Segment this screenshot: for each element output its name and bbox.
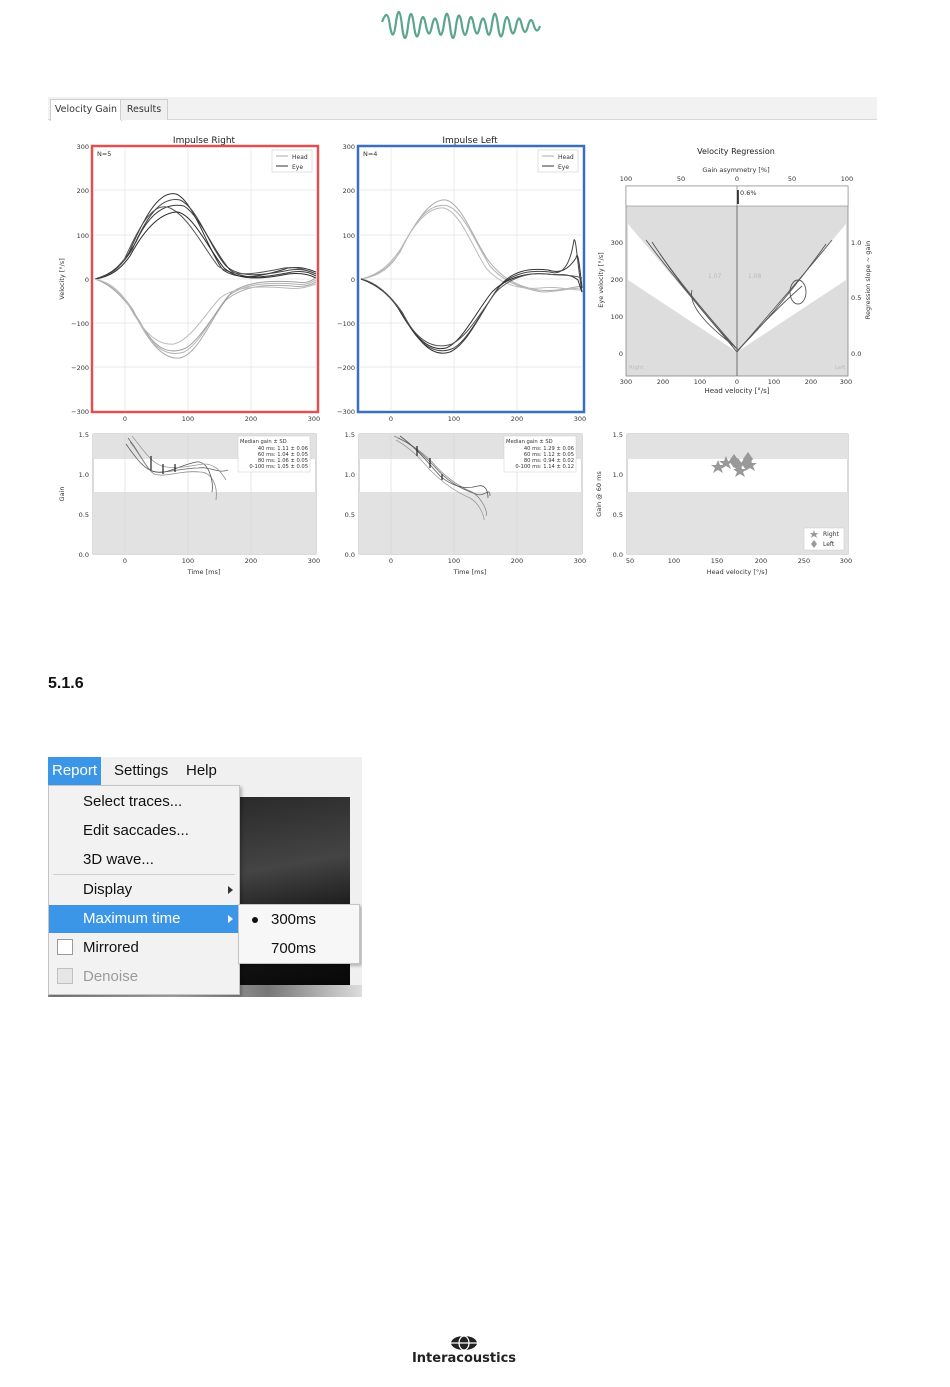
denoise-checkbox [57, 968, 73, 984]
velocity-regression-plot [597, 147, 872, 395]
svg-text:300: 300 [619, 378, 633, 386]
svg-text:100: 100 [610, 313, 623, 321]
menu-item-3d-wave[interactable]: 3D wave... [83, 851, 154, 868]
submenu-item-300ms[interactable]: 300ms [239, 905, 359, 934]
svg-text:100: 100 [840, 175, 854, 183]
svg-text:100: 100 [693, 378, 707, 386]
impulse-right-title: Impulse Right [172, 136, 236, 146]
svg-text:200: 200 [510, 557, 524, 565]
svg-text:0.5: 0.5 [851, 294, 862, 302]
impulse-left-title: Impulse Left [442, 136, 498, 146]
svg-text:250: 250 [797, 557, 811, 565]
svg-text:0.0: 0.0 [344, 551, 355, 559]
svg-text:200: 200 [656, 378, 670, 386]
svg-text:100: 100 [76, 232, 89, 240]
svg-text:50: 50 [787, 175, 797, 183]
svg-text:0: 0 [618, 350, 623, 358]
svg-text:0.5: 0.5 [612, 511, 623, 519]
maximum-time-submenu [238, 904, 360, 964]
menu-help[interactable]: Help [186, 762, 217, 779]
svg-text:0: 0 [388, 557, 394, 565]
svg-text:80 ms: 0.94 ± 0.02: 80 ms: 0.94 ± 0.02 [523, 458, 574, 464]
svg-text:Head velocity [°/s]: Head velocity [°/s] [704, 387, 770, 395]
svg-text:200: 200 [510, 415, 524, 423]
svg-text:100: 100 [181, 415, 195, 423]
svg-text:1.07: 1.07 [708, 273, 722, 280]
impulse-right-legend [272, 150, 312, 172]
svg-text:1.0: 1.0 [344, 471, 355, 479]
svg-text:Time [ms]: Time [ms] [453, 568, 487, 576]
menu-item-maximum-time[interactable]: Maximum time [49, 905, 239, 933]
globe-logo-icon [450, 1335, 478, 1351]
svg-text:0.0: 0.0 [612, 551, 623, 559]
svg-text:0: 0 [122, 415, 128, 423]
mirrored-checkbox[interactable] [57, 939, 73, 955]
svg-text:Median gain ± SD: Median gain ± SD [240, 439, 287, 445]
svg-text:60 ms: 1.12 ± 0.05: 60 ms: 1.12 ± 0.05 [523, 452, 574, 458]
svg-text:200: 200 [76, 187, 89, 195]
svg-text:0.0: 0.0 [851, 350, 862, 358]
svg-text:0: 0 [734, 175, 740, 183]
svg-text:300: 300 [839, 378, 853, 386]
svg-text:50: 50 [676, 175, 686, 183]
svg-text:Eye velocity [°/s]: Eye velocity [°/s] [597, 252, 605, 308]
svg-text:0: 0 [734, 378, 740, 386]
impulse-left-plot [337, 136, 586, 423]
impulse-right-plot [58, 136, 320, 423]
svg-text:0: 0 [388, 415, 394, 423]
svg-text:300: 300 [76, 143, 89, 151]
svg-text:200: 200 [804, 378, 818, 386]
tab-results[interactable]: Results [120, 99, 168, 120]
svg-text:200: 200 [244, 557, 258, 565]
gain-60ms-legend [804, 528, 844, 550]
svg-text:Right: Right [629, 365, 644, 371]
svg-text:Gain: Gain [58, 486, 66, 502]
svg-text:300: 300 [307, 415, 321, 423]
tab-velocity-gain[interactable]: Velocity Gain [50, 99, 122, 121]
svg-text:40 ms: 1.11 ± 0.06: 40 ms: 1.11 ± 0.06 [257, 446, 308, 452]
report-dropdown [48, 785, 240, 995]
submenu-arrow-icon [228, 886, 233, 894]
tab-bar [48, 97, 877, 120]
menu-settings[interactable]: Settings [114, 762, 169, 779]
svg-text:1.0: 1.0 [851, 239, 862, 247]
svg-text:100: 100 [447, 557, 461, 565]
section-number: 5.1.6 [48, 675, 84, 692]
gain-asymmetry-value: 0.6% [740, 189, 757, 197]
submenu-item-700ms[interactable]: 700ms [271, 940, 317, 957]
menu-bar [48, 757, 362, 785]
svg-text:0: 0 [350, 276, 355, 284]
legend-head: Head [292, 154, 308, 161]
svg-text:Gain asymmetry [%]: Gain asymmetry [%] [702, 166, 770, 174]
submenu-arrow-icon [228, 915, 233, 923]
menu-item-mirrored[interactable]: Mirrored [49, 934, 239, 962]
svg-text:200: 200 [244, 415, 258, 423]
svg-text:Right: Right [823, 531, 839, 538]
svg-text:300: 300 [307, 557, 321, 565]
svg-text:Regression slope ~ gain: Regression slope ~ gain [864, 240, 872, 320]
footer-logo [398, 1335, 530, 1371]
impulse-left-n-label: N=4 [363, 150, 378, 158]
svg-text:−300: −300 [71, 408, 89, 416]
svg-text:60 ms: 1.04 ± 0.05: 60 ms: 1.04 ± 0.05 [257, 452, 308, 458]
svg-text:−200: −200 [71, 364, 89, 372]
svg-text:150: 150 [710, 557, 724, 565]
gain-left-stats [504, 436, 576, 472]
svg-text:0.5: 0.5 [78, 511, 89, 519]
legend-eye: Eye [292, 164, 304, 171]
menu-separator [53, 874, 235, 875]
impulse-left-legend [538, 150, 578, 172]
gain-right-plot [58, 431, 320, 576]
svg-text:Left: Left [835, 365, 846, 371]
svg-text:Time [ms]: Time [ms] [187, 568, 221, 576]
svg-text:0.5: 0.5 [344, 511, 355, 519]
svg-text:0: 0 [122, 557, 128, 565]
svg-text:300: 300 [573, 557, 587, 565]
svg-text:1.5: 1.5 [78, 431, 89, 439]
svg-text:300: 300 [610, 239, 623, 247]
menu-report[interactable]: Report [48, 757, 101, 785]
svg-text:1.08: 1.08 [748, 273, 762, 280]
svg-text:−100: −100 [71, 320, 89, 328]
svg-text:1.5: 1.5 [612, 431, 623, 439]
impulse-right-n-label: N=5 [97, 150, 112, 158]
svg-text:−300: −300 [337, 408, 355, 416]
gain-60ms-plot [595, 431, 852, 576]
camera-image [238, 797, 350, 997]
footer-brand: Interacoustics [411, 1351, 517, 1366]
gain-right-stats [238, 436, 310, 472]
selected-bullet-icon [252, 917, 258, 923]
menu-item-select-traces[interactable]: Select traces... [83, 793, 183, 810]
svg-text:300: 300 [839, 557, 853, 565]
svg-text:40 ms: 1.29 ± 0.06: 40 ms: 1.29 ± 0.06 [523, 446, 574, 452]
velocity-gain-figure [48, 120, 878, 582]
svg-text:0.0: 0.0 [78, 551, 89, 559]
svg-text:−100: −100 [337, 320, 355, 328]
svg-text:200: 200 [610, 276, 623, 284]
svg-text:100: 100 [619, 175, 633, 183]
menu-item-denoise: Denoise [49, 963, 239, 991]
svg-text:Gain @ 60 ms: Gain @ 60 ms [595, 471, 603, 517]
svg-text:100: 100 [767, 378, 781, 386]
svg-text:0-100 ms: 1.14 ± 0.12: 0-100 ms: 1.14 ± 0.12 [515, 464, 574, 470]
svg-text:Left: Left [823, 541, 835, 548]
svg-text:300: 300 [573, 415, 587, 423]
svg-text:Head velocity [°/s]: Head velocity [°/s] [706, 568, 768, 576]
waveform-logo-icon [380, 8, 545, 44]
impulse-right-ylabel: Velocity [°/s] [58, 258, 66, 300]
menu-item-display[interactable]: Display [49, 876, 239, 904]
svg-text:100: 100 [342, 232, 355, 240]
svg-text:−200: −200 [337, 364, 355, 372]
svg-text:1.5: 1.5 [344, 431, 355, 439]
svg-text:200: 200 [754, 557, 768, 565]
svg-text:Head: Head [558, 154, 574, 161]
svg-text:100: 100 [447, 415, 461, 423]
gain-left-plot [345, 431, 587, 576]
svg-text:50: 50 [625, 557, 635, 565]
svg-text:0-100 ms: 1.05 ± 0.05: 0-100 ms: 1.05 ± 0.05 [249, 464, 308, 470]
svg-text:1.0: 1.0 [78, 471, 89, 479]
menu-screenshot [48, 757, 362, 997]
svg-text:1.0: 1.0 [612, 471, 623, 479]
svg-text:100: 100 [181, 557, 195, 565]
svg-text:100: 100 [667, 557, 681, 565]
svg-text:300: 300 [342, 143, 355, 151]
svg-text:80 ms: 1.06 ± 0.05: 80 ms: 1.06 ± 0.05 [257, 458, 308, 464]
svg-text:Median gain ± SD: Median gain ± SD [506, 439, 553, 445]
svg-text:200: 200 [342, 187, 355, 195]
svg-text:Eye: Eye [558, 164, 570, 171]
velocity-regression-title: Velocity Regression [697, 147, 775, 156]
svg-text:0: 0 [84, 276, 89, 284]
menu-item-edit-saccades[interactable]: Edit saccades... [83, 822, 189, 839]
